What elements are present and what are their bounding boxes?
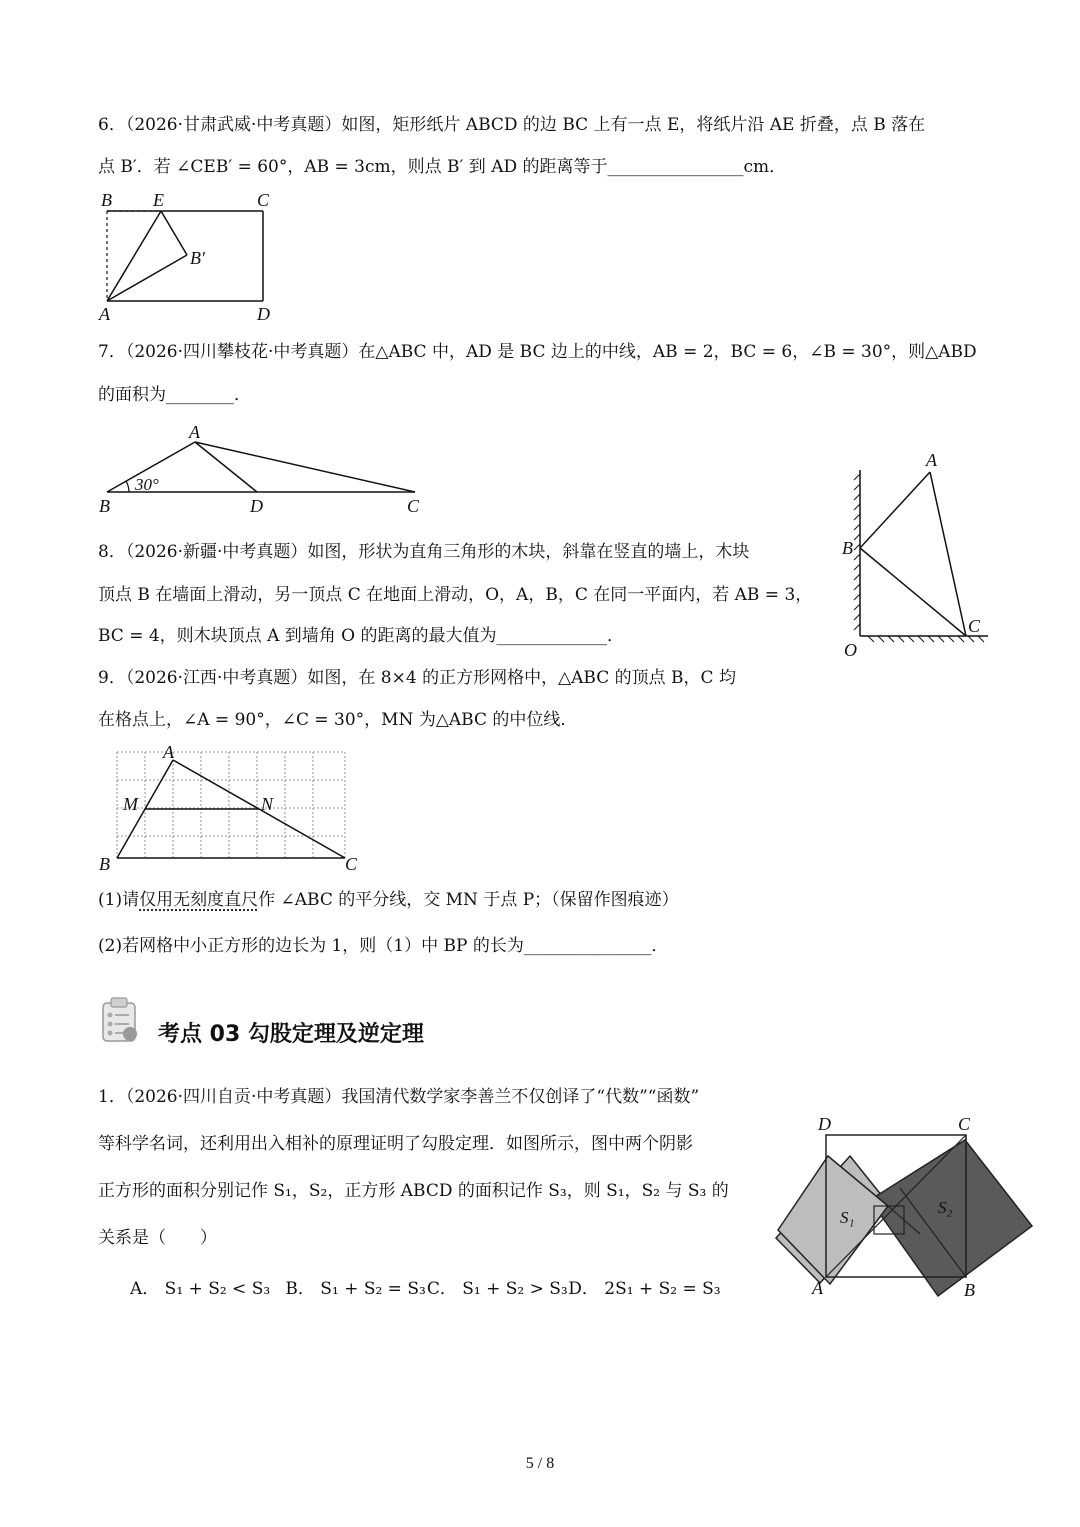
- label-E: E: [153, 190, 164, 210]
- clipboard-icon: [100, 996, 140, 1046]
- label-C: C: [345, 854, 358, 874]
- label-M: M: [123, 794, 138, 814]
- p1-figure: [770, 1108, 1050, 1308]
- label-B: B: [101, 190, 112, 210]
- q7-line1: 7．（2026·四川攀枝花·中考真题）在△ABC 中，AD 是 BC 边上的中线，AB = 2，BC = 6，∠B = 30°，则△ABD: [98, 342, 977, 362]
- label-angle: 30°: [135, 475, 159, 494]
- q8-line2: 顶点 B 在墙面上滑动，另一顶点 C 在地面上滑动，O，A，B，C 在同一平面内，若 AB = 3，: [98, 585, 813, 605]
- label-B: B: [964, 1280, 975, 1300]
- label-A: A: [812, 1278, 823, 1298]
- label-S2: S₂: [938, 1198, 953, 1217]
- label-Bp: B′: [190, 248, 205, 268]
- label-D: D: [250, 496, 263, 516]
- choice-b[interactable]: B． S₁ + S₂ = S₃: [285, 1279, 426, 1299]
- q8-line1: 8．（2026·新疆·中考真题）如图，形状为直角三角形的木块，斜靠在竖直的墙上，木块: [98, 542, 750, 562]
- page-number: 5 / 8: [525, 1455, 555, 1472]
- label-A: A: [163, 742, 174, 762]
- label-B: B: [842, 538, 853, 558]
- label-D: D: [257, 304, 270, 323]
- q6-figure: [95, 188, 295, 323]
- q9-line2: 在格点上，∠A = 90°，∠C = 30°，MN 为△ABC 的中位线．: [98, 710, 578, 730]
- p1-choices: [130, 1278, 721, 1300]
- label-C: C: [958, 1114, 971, 1134]
- q6-line1: 6．（2026·甘肃武威·中考真题）如图，矩形纸片 ABCD 的边 BC 上有一点 E，将纸片沿 AE 折叠，点 B 落在: [98, 115, 926, 135]
- q9-sub1-prefix: (1)请: [98, 890, 140, 910]
- q9-sub2: (2)若网格中小正方形的边长为 1，则（1）中 BP 的长为_______________．: [98, 936, 669, 956]
- q7-figure: [95, 422, 435, 517]
- label-C: C: [257, 190, 270, 210]
- q9-figure: [95, 740, 375, 880]
- q9-line1: 9．（2026·江西·中考真题）如图，在 8×4 的正方形网格中，△ABC 的顶点 B，C 均: [98, 668, 736, 688]
- q8-line3: BC = 4，则木块顶点 A 到墙角 O 的距离的最大值为_____________．: [98, 626, 625, 646]
- label-C: C: [407, 496, 420, 516]
- q8-figure: [838, 450, 998, 660]
- section-title: 考点 03 勾股定理及逆定理: [158, 1022, 424, 1047]
- label-B: B: [99, 496, 110, 516]
- q9-sub1-rest: 作 ∠ABC 的平分线，交 MN 于点 P；（保留作图痕迹）: [258, 890, 679, 910]
- q7-line2: 的面积为________．: [98, 385, 251, 405]
- q6-line2: 点 B′．若 ∠CEB′ = 60°，AB = 3cm，则点 B′ 到 AD 的距离等于________________cm．: [98, 157, 787, 177]
- p1-line2: 等科学名词，还利用出入相补的原理证明了勾股定理．如图所示，图中两个阴影: [98, 1134, 693, 1154]
- label-O: O: [844, 640, 857, 660]
- label-A: A: [189, 422, 200, 442]
- label-D: D: [818, 1114, 831, 1134]
- q9-sub1-emphasis: 仅用无刻度直尺: [139, 890, 259, 910]
- p1-line3: 正方形的面积分别记作 S₁，S₂，正方形 ABCD 的面积记作 S₃，则 S₁，S₂ 与 S₃ 的: [98, 1181, 729, 1201]
- p1-line1: 1．（2026·四川自贡·中考真题）我国清代数学家李善兰不仅创译了“代数”“函数”: [98, 1087, 700, 1107]
- label-C: C: [968, 616, 981, 636]
- label-B: B: [99, 854, 110, 874]
- label-A: A: [99, 304, 110, 323]
- label-A: A: [926, 450, 937, 470]
- label-N: N: [261, 794, 274, 814]
- choice-c[interactable]: C． S₁ + S₂ > S₃: [426, 1279, 568, 1299]
- label-S1: S₁: [840, 1208, 855, 1227]
- p1-line4: 关系是（ ）: [98, 1228, 217, 1248]
- choice-d[interactable]: D． 2S₁ + S₂ = S₃: [568, 1279, 721, 1299]
- choice-a[interactable]: A． S₁ + S₂ < S₃: [130, 1279, 271, 1299]
- q9-sub1: [98, 889, 679, 911]
